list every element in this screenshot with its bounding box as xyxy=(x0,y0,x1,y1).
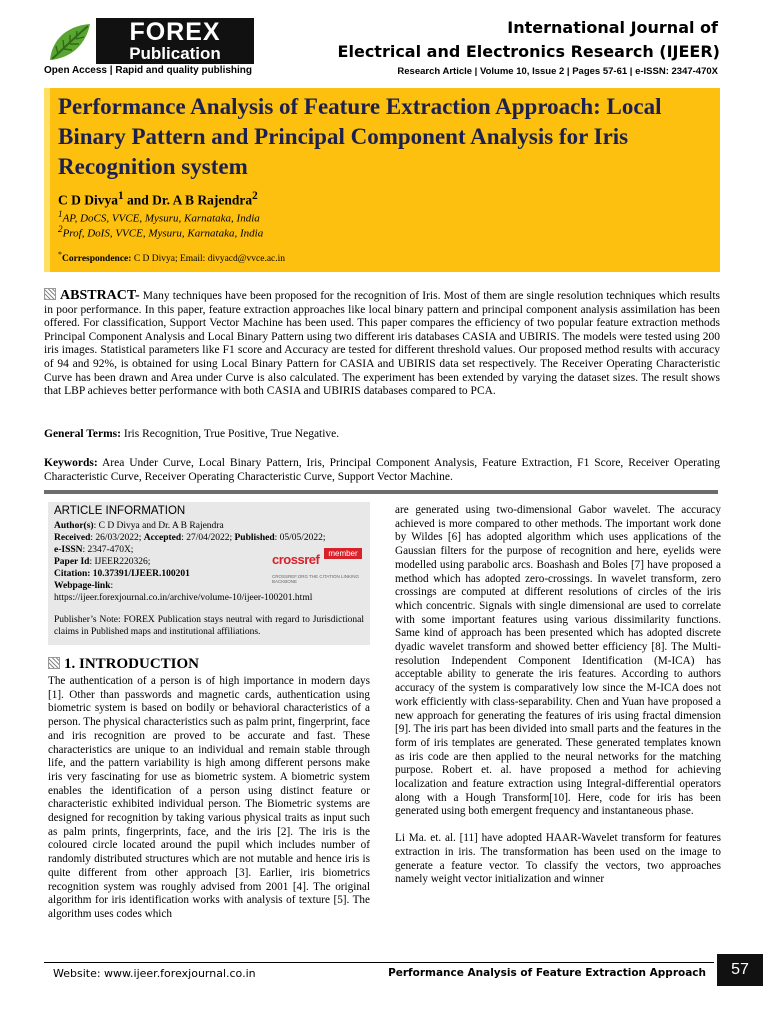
logo-box xyxy=(96,18,254,64)
publisher-tagline: Open Access | Rapid and quality publishing xyxy=(44,65,253,76)
crossref-subtitle: CROSSREF.ORG THE CITATION LINKING BACKBONE xyxy=(272,574,360,584)
article-meta: Research Article | Volume 10, Issue 2 | Pages 57-61 | e-ISSN: 2347-470X xyxy=(397,66,718,77)
paper-id-value: : IJEER220326; xyxy=(89,557,151,567)
page-number: 57 xyxy=(717,954,763,986)
correspondence-star: * xyxy=(58,250,62,259)
webpage-label: Webpage-link xyxy=(54,581,111,591)
received-date: : 26/03/2022; xyxy=(90,533,144,543)
paper-title: Performance Analysis of Feature Extraction Approach: Local Binary Pattern and Principal Component Analysis for Iris Recognition system xyxy=(58,94,662,179)
right-paragraph-2: Li Ma. et. al. [11] have adopted HAAR-Wavelet transform for features extraction in iris. The transformation has been used on the image to generate a feature vector. To classify the vectors, two approaches namely weight vector initialization and winner xyxy=(395,832,721,886)
article-authors xyxy=(54,520,364,532)
general-terms-text: Iris Recognition, True Positive, True Negative. xyxy=(120,428,340,440)
title-box xyxy=(44,88,720,272)
publisher-note: Publisher’s Note: FOREX Publication stays neutral with regard to Jurisdictional claims in Published maps and institutional affiliations. xyxy=(54,615,364,637)
paper-id-label: Paper Id xyxy=(54,557,90,567)
abstract xyxy=(44,288,720,399)
introduction-paragraph: The authentication of a person is of high importance in modern days [1]. Other than passwords and magnetic cards, authentication using biometric system is based on bodily or behavioral characteristics of a person. The physical characteristics such as palm print, fingerprint, face and iris recognition are proved to be accurate and fast. These characteristics are unique to an individual and remain stable through life, and the pattern variability is high among different persons make iris very fascinating for use as biometric system. A biometric system enables the identification of a person using distinct feature or characteristic exhibited individual person. The Biometric systems are designed for recognition by taking various physical traits as input such as palm prints, fingerprints, face, and the iris [2]. The iris is the coloured circle located around the pupil which includes number of randomly distributed structures which are not mutable and hence iris is quite different from other approach [3]. Earlier, iris biometrics recognition system was roughly advised from 2001 [4]. The original algorithm for iris identification works with analysis of texture [5]. The algorithm uses codes which xyxy=(48,675,370,920)
webpage-colon: : xyxy=(110,581,114,591)
article-information-box xyxy=(48,502,370,645)
author-1: C D Divya xyxy=(58,192,118,208)
right-paragraph-1: are generated using two-dimensional Gabor wavelet. The accuracy achieved is more compared to other methods. The important work done by Wildes [6] has adopted algorithm which uses applications of the Gaussian filters for the purpose of recognition and here, eyelids were modelled using parabolic arcs. Boashash and Boles [7] have proposed a method which has adopted zero-crossings. In wavelet transform, zero crossings are computed at different resolutions of circles of the iris which concentric. Signals with single dimensional are used to correlate with some important features using various dissimilarity functions. Same kind of approach has been presented which has adopted discrete dyadic wavelet transform and showed better efficiency [8]. The Multi-resolution Independent Component Identification (M-ICA) has acceptable ability to generate the iris features. According to authors accuracy of the system is comparatively low since the M-ICA does not work efficiently with class-separability. Chen and Yuan have proposed a new approach for generating the features of iris using fractal dimension [9]. The iris part has been divided into small parts and the features in the form of iris templates are generated. These generated templates known as iris code are then applied to the neural networks for the matching purpose. Robert et. al. have proposed a method for achieving localization and feature extraction using Integral-differential operators along with a Hough Transform[10]. Here, code for iris has been generated using both emergent frequency and instantaneous phase. xyxy=(395,504,721,818)
footer-running-title: Performance Analysis of Feature Extraction Approach xyxy=(388,967,706,979)
article-url-link[interactable]: https://ijeer.forexjournal.co.in/archive/volume-10/ijeer-100201.html xyxy=(54,593,313,603)
author-2-sup: 2 xyxy=(252,190,258,202)
footer-website: Website: www.ijeer.forexjournal.co.in xyxy=(53,967,256,980)
affiliation-1 xyxy=(58,209,260,225)
journal-name-line2: Electrical and Electronics Research (IJEER) xyxy=(337,42,720,61)
article-dates xyxy=(54,532,364,544)
accepted-date: : 27/04/2022; xyxy=(181,533,235,543)
correspondence xyxy=(58,250,285,264)
affiliation-1-sup: 1 xyxy=(58,209,63,219)
abstract-text: Many techniques have been proposed for the recognition of Iris. Most of them are single resolution techniques which results in poor performance. In this paper, feature extraction approaches like local binary pattern and principal component analysis assimilation has been offered. For classification, Support Vector Machine has been used. This paper compares the efficiency of two popular feature extraction methods Principal Component Analysis and Local Binary Pattern using two different iris databases CASIA and UBIRIS. The models were tested using 200 iris images. Statistical parameters like F1 score and Accuracy are tested for different threshold values. Our proposed method results with accuracy of 94 and 92%, is obtained for using Local Binary Pattern for CASIA and UBIRIS data set respectively. The Receiver Operating Characteristic Curve has been drawn and Area under Curve is also calculated. The experiment has been extended by varying the dataset sizes. The result shows that LBP achieves better performance with both CASIA and UBIRIS databases compared to PCA. xyxy=(44,290,720,398)
keywords-text: Area Under Curve, Local Binary Pattern, Iris, Principal Component Analysis, Feature Extraction, F1 Score, Receiver Operating Characteristic Curve, Receiver Operating Characteristic Curve, Support Vector Machine. xyxy=(44,457,720,483)
author-1-sup: 1 xyxy=(118,190,124,202)
affiliation-2-sup: 2 xyxy=(58,224,63,234)
citation-text: Citation: 10.37391/IJEER.100201 xyxy=(54,569,190,579)
crossref-member-tag: member xyxy=(324,548,362,559)
received-label: Received xyxy=(54,533,91,543)
author-2: and Dr. A B Rajendra xyxy=(123,192,253,208)
leaf-icon xyxy=(44,22,92,62)
section-marker-icon xyxy=(48,657,60,669)
eissn-label: e-ISSN xyxy=(54,545,83,555)
crossref-badge[interactable] xyxy=(272,548,362,584)
affiliation-2-text: Prof, DoIS, VVCE, Mysuru, Karnataka, India xyxy=(62,227,264,240)
general-terms-label: General Terms: xyxy=(44,428,121,440)
logo-publication-text: Publication xyxy=(129,44,221,63)
crossref-logo: crossref xyxy=(272,552,320,567)
footer-rule xyxy=(44,962,714,963)
author-list xyxy=(58,190,258,209)
abstract-heading: ABSTRACT- xyxy=(60,288,140,303)
article-information-heading: ARTICLE INFORMATION xyxy=(54,505,186,517)
forex-logo xyxy=(44,18,254,64)
right-column xyxy=(395,504,721,887)
introduction-heading-text: 1. INTRODUCTION xyxy=(64,656,200,672)
keywords-label: Keywords: xyxy=(44,457,98,469)
journal-name-line1: International Journal of xyxy=(507,18,718,37)
correspondence-label: Correspondence: xyxy=(61,254,132,265)
section-marker-icon xyxy=(44,288,56,300)
accepted-label: Accepted xyxy=(143,533,182,543)
article-authors-text: : C D Divya and Dr. A B Rajendra xyxy=(93,521,224,531)
affiliation-2 xyxy=(58,224,263,240)
article-authors-label: Author(s) xyxy=(54,521,94,531)
affiliation-1-text: AP, DoCS, VVCE, Mysuru, Karnataka, India xyxy=(62,212,260,225)
general-terms xyxy=(44,428,720,440)
eissn-value: : 2347-470X; xyxy=(82,545,134,555)
correspondence-text: C D Divya; Email: divyacd@vvce.ac.in xyxy=(131,254,286,265)
keywords xyxy=(44,456,720,484)
published-date: : 05/05/2022; xyxy=(274,533,326,543)
published-label: Published xyxy=(234,533,275,543)
introduction-heading xyxy=(48,656,199,673)
logo-forex-text: FOREX xyxy=(129,18,221,46)
section-divider xyxy=(44,490,718,494)
